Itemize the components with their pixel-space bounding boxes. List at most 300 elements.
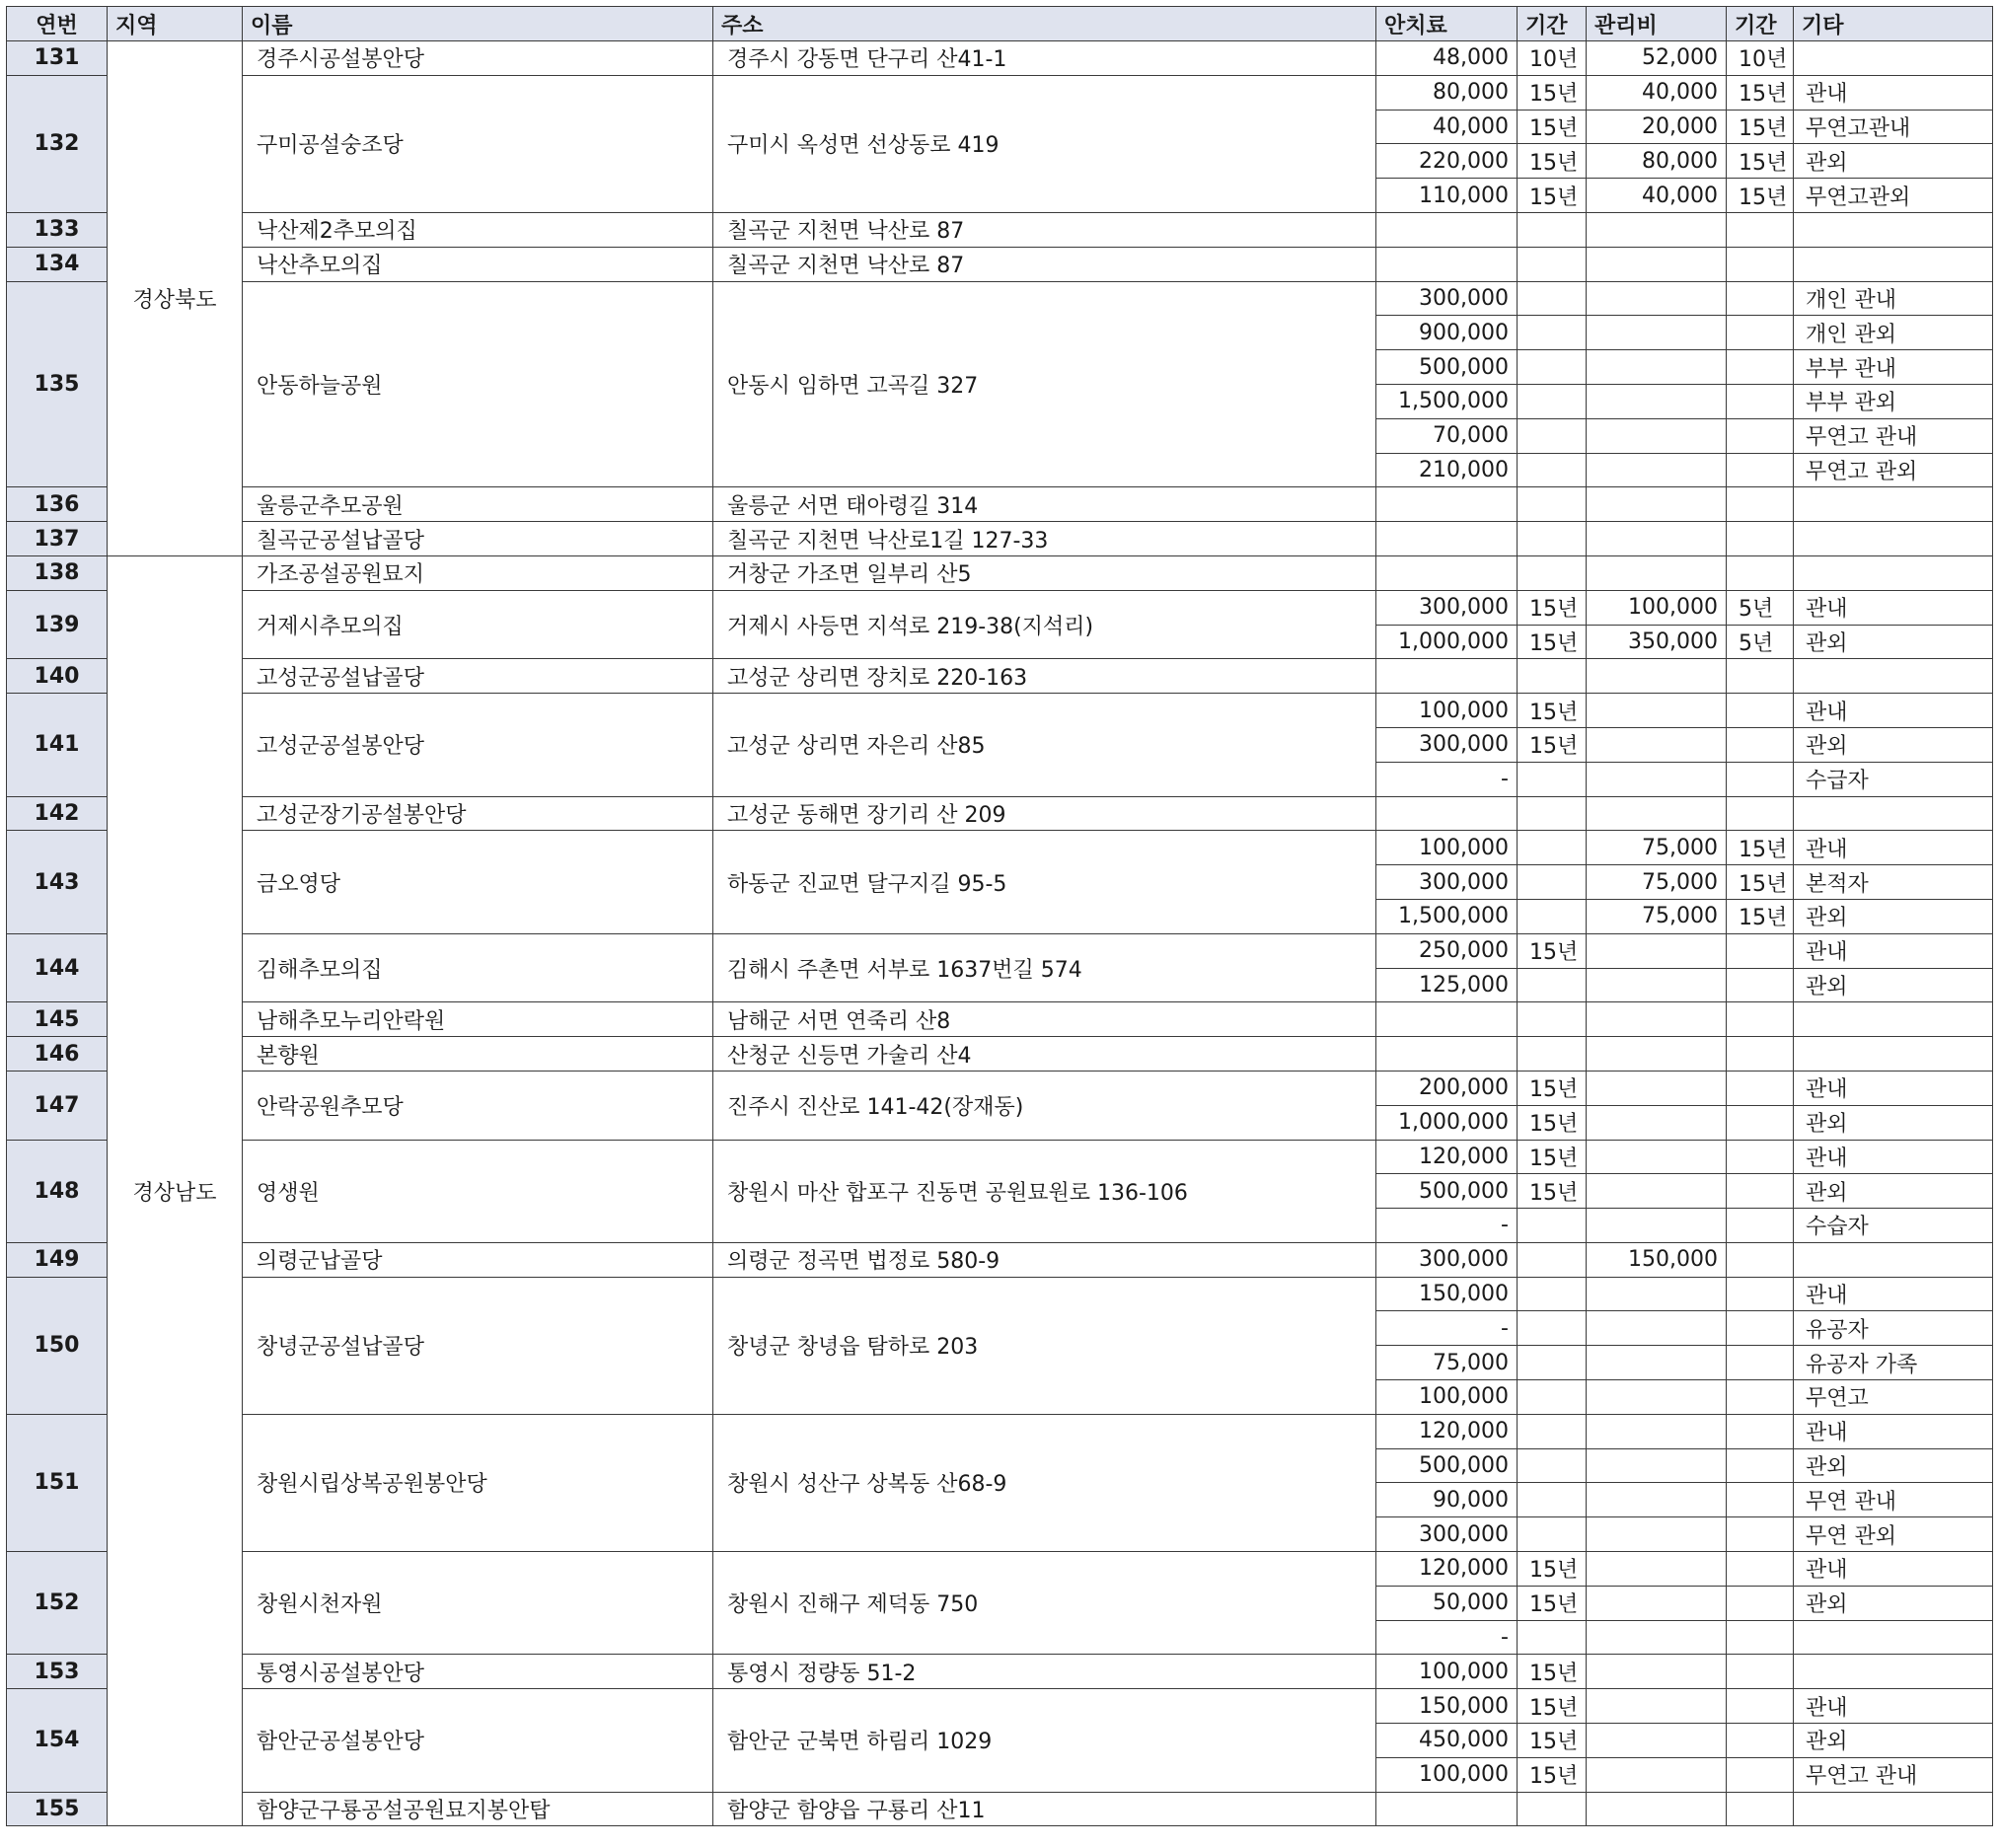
- mgmt-period: 15년: [1727, 75, 1794, 110]
- table-row: [7, 694, 1993, 728]
- note: 관외: [1794, 1586, 1993, 1620]
- period: [1518, 247, 1587, 281]
- period: [1518, 555, 1587, 590]
- mgmt-fee: 75,000: [1587, 865, 1727, 900]
- entry-no: 147: [7, 1071, 108, 1140]
- note: 유공자 가족: [1794, 1346, 1993, 1380]
- mgmt-period: 15년: [1727, 865, 1794, 900]
- period: 15년: [1518, 75, 1587, 110]
- install-fee: [1376, 212, 1518, 247]
- facility-name: 가조공설공원묘지: [243, 555, 713, 590]
- period: 15년: [1518, 933, 1587, 968]
- facility-name: 김해추모의집: [243, 933, 713, 1002]
- header-region: 지역: [108, 7, 243, 41]
- entry-no: 133: [7, 212, 108, 247]
- entry-no: 137: [7, 522, 108, 556]
- facility-address: 창원시 성산구 상복동 산68-9: [713, 1414, 1376, 1551]
- facility-address: 경주시 강동면 단구리 산41-1: [713, 41, 1376, 76]
- entry-no: 151: [7, 1414, 108, 1551]
- install-fee: 210,000: [1376, 453, 1518, 487]
- mgmt-fee: [1587, 1517, 1727, 1552]
- install-fee: 100,000: [1376, 1757, 1518, 1792]
- period: [1518, 1242, 1587, 1277]
- entry-no: 131: [7, 41, 108, 76]
- period: [1518, 1311, 1587, 1346]
- note: 관외: [1794, 625, 1993, 659]
- mgmt-fee: [1587, 727, 1727, 762]
- region-name: 경상북도: [108, 41, 243, 556]
- mgmt-period: [1727, 1483, 1794, 1517]
- mgmt-fee: [1587, 1105, 1727, 1140]
- install-fee: 300,000: [1376, 590, 1518, 625]
- facility-address: 진주시 진산로 141-42(장재동): [713, 1071, 1376, 1140]
- table-row: [7, 1689, 1993, 1724]
- period: [1518, 212, 1587, 247]
- period: [1518, 487, 1587, 522]
- period: 15년: [1518, 727, 1587, 762]
- mgmt-fee: [1587, 694, 1727, 728]
- note: [1794, 1037, 1993, 1072]
- mgmt-fee: [1587, 487, 1727, 522]
- entry-no: 150: [7, 1277, 108, 1414]
- note: 관외: [1794, 899, 1993, 933]
- facility-address: 통영시 정량동 51-2: [713, 1655, 1376, 1689]
- install-fee: 120,000: [1376, 1414, 1518, 1448]
- facility-name: 고성군공설납골당: [243, 659, 713, 694]
- table-row: [7, 796, 1993, 831]
- mgmt-fee: 350,000: [1587, 625, 1727, 659]
- install-fee: [1376, 1792, 1518, 1826]
- table-row: [7, 1277, 1993, 1311]
- mgmt-fee: [1587, 1724, 1727, 1758]
- install-fee: -: [1376, 1311, 1518, 1346]
- period: 15년: [1518, 1757, 1587, 1792]
- mgmt-fee: [1587, 1277, 1727, 1311]
- entry-no: 138: [7, 555, 108, 590]
- table-row: [7, 1242, 1993, 1277]
- install-fee: 80,000: [1376, 75, 1518, 110]
- entry-no: 145: [7, 1002, 108, 1037]
- period: [1518, 1792, 1587, 1826]
- mgmt-fee: [1587, 522, 1727, 556]
- install-fee: 500,000: [1376, 1448, 1518, 1483]
- note: [1794, 212, 1993, 247]
- mgmt-fee: [1587, 1174, 1727, 1209]
- period: 15년: [1518, 1552, 1587, 1587]
- mgmt-fee: 20,000: [1587, 110, 1727, 144]
- mgmt-fee: 80,000: [1587, 144, 1727, 179]
- install-fee: 500,000: [1376, 1174, 1518, 1209]
- install-fee: 300,000: [1376, 1242, 1518, 1277]
- note: [1794, 659, 1993, 694]
- install-fee: 70,000: [1376, 418, 1518, 453]
- note: 관외: [1794, 968, 1993, 1002]
- period: [1518, 968, 1587, 1002]
- install-fee: -: [1376, 1209, 1518, 1243]
- mgmt-period: [1727, 762, 1794, 796]
- facility-name: 구미공설숭조당: [243, 75, 713, 212]
- entry-no: 132: [7, 75, 108, 212]
- mgmt-period: [1727, 1140, 1794, 1174]
- table-row: [7, 1552, 1993, 1587]
- install-fee: 1,000,000: [1376, 1105, 1518, 1140]
- mgmt-fee: [1587, 933, 1727, 968]
- note: 수급자: [1794, 762, 1993, 796]
- note: [1794, 1792, 1993, 1826]
- facility-name: 창녕군공설납골당: [243, 1277, 713, 1414]
- mgmt-fee: [1587, 1380, 1727, 1415]
- note: 개인 관내: [1794, 281, 1993, 316]
- period: [1518, 281, 1587, 316]
- mgmt-fee: 100,000: [1587, 590, 1727, 625]
- table-body: [7, 41, 1993, 1826]
- period: [1518, 418, 1587, 453]
- period: [1518, 899, 1587, 933]
- mgmt-period: [1727, 1552, 1794, 1587]
- entry-no: 154: [7, 1689, 108, 1792]
- region-name: 경상남도: [108, 555, 243, 1825]
- entry-no: 155: [7, 1792, 108, 1826]
- facility-address: 창녕군 창녕읍 탐하로 203: [713, 1277, 1376, 1414]
- table-row: [7, 1414, 1993, 1448]
- mgmt-fee: [1587, 1792, 1727, 1826]
- entry-no: 144: [7, 933, 108, 1002]
- facility-address: 고성군 동해면 장기리 산 209: [713, 796, 1376, 831]
- facility-address: 구미시 옥성면 선상동로 419: [713, 75, 1376, 212]
- mgmt-fee: [1587, 1414, 1727, 1448]
- entry-no: 139: [7, 590, 108, 659]
- note: [1794, 41, 1993, 76]
- note: 무연고: [1794, 1380, 1993, 1415]
- mgmt-fee: [1587, 1448, 1727, 1483]
- facility-name: 울릉군추모공원: [243, 487, 713, 522]
- note: 무연 관외: [1794, 1517, 1993, 1552]
- mgmt-period: [1727, 1517, 1794, 1552]
- install-fee: [1376, 247, 1518, 281]
- period: [1518, 316, 1587, 350]
- mgmt-period: [1727, 727, 1794, 762]
- note: 관내: [1794, 1689, 1993, 1724]
- period: 15년: [1518, 625, 1587, 659]
- mgmt-period: 10년: [1727, 41, 1794, 76]
- table-row: [7, 555, 1993, 590]
- mgmt-fee: [1587, 1071, 1727, 1105]
- facility-address: 거창군 가조면 일부리 산5: [713, 555, 1376, 590]
- period: [1518, 1002, 1587, 1037]
- facility-name: 안락공원추모당: [243, 1071, 713, 1140]
- mgmt-period: [1727, 316, 1794, 350]
- note: 개인 관외: [1794, 316, 1993, 350]
- period: [1518, 831, 1587, 865]
- note: 관내: [1794, 1277, 1993, 1311]
- table-row: [7, 75, 1993, 110]
- note: 관외: [1794, 144, 1993, 179]
- facility-name: 경주시공설봉안당: [243, 41, 713, 76]
- table-row: [7, 247, 1993, 281]
- note: 관외: [1794, 1448, 1993, 1483]
- header-note: 기타: [1794, 7, 1993, 41]
- install-fee: 1,500,000: [1376, 899, 1518, 933]
- mgmt-period: [1727, 1414, 1794, 1448]
- install-fee: 500,000: [1376, 350, 1518, 385]
- note: 관내: [1794, 75, 1993, 110]
- facility-name: 의령군납골당: [243, 1242, 713, 1277]
- period: 15년: [1518, 1655, 1587, 1689]
- install-fee: -: [1376, 1620, 1518, 1655]
- mgmt-period: [1727, 1380, 1794, 1415]
- note: 부부 관외: [1794, 384, 1993, 418]
- facility-name: 통영시공설봉안당: [243, 1655, 713, 1689]
- mgmt-period: [1727, 933, 1794, 968]
- mgmt-period: [1727, 418, 1794, 453]
- mgmt-period: 15년: [1727, 179, 1794, 213]
- mgmt-period: [1727, 1586, 1794, 1620]
- install-fee: 110,000: [1376, 179, 1518, 213]
- period: [1518, 522, 1587, 556]
- period: [1518, 1620, 1587, 1655]
- note: 관내: [1794, 831, 1993, 865]
- mgmt-period: 5년: [1727, 590, 1794, 625]
- facility-name: 안동하늘공원: [243, 281, 713, 487]
- period: [1518, 1346, 1587, 1380]
- period: 15년: [1518, 110, 1587, 144]
- mgmt-fee: [1587, 1586, 1727, 1620]
- period: [1518, 1037, 1587, 1072]
- facility-address: 하동군 진교면 달구지길 95-5: [713, 831, 1376, 933]
- header-mgmt-fee: 관리비: [1587, 7, 1727, 41]
- facility-address: 거제시 사등면 지석로 219-38(지석리): [713, 590, 1376, 659]
- note: 무연고 관내: [1794, 418, 1993, 453]
- install-fee: 300,000: [1376, 281, 1518, 316]
- mgmt-period: [1727, 1689, 1794, 1724]
- install-fee: 300,000: [1376, 1517, 1518, 1552]
- entry-no: 148: [7, 1140, 108, 1242]
- install-fee: 300,000: [1376, 727, 1518, 762]
- table-row: [7, 590, 1993, 625]
- note: 유공자: [1794, 1311, 1993, 1346]
- table-row: [7, 1140, 1993, 1174]
- mgmt-fee: [1587, 1002, 1727, 1037]
- mgmt-fee: [1587, 1655, 1727, 1689]
- note: 본적자: [1794, 865, 1993, 900]
- note: 관외: [1794, 727, 1993, 762]
- mgmt-fee: [1587, 281, 1727, 316]
- mgmt-fee: [1587, 212, 1727, 247]
- mgmt-period: [1727, 659, 1794, 694]
- period: [1518, 1517, 1587, 1552]
- entry-no: 140: [7, 659, 108, 694]
- facility-address: 함안군 군북면 하림리 1029: [713, 1689, 1376, 1792]
- period: [1518, 1380, 1587, 1415]
- facility-name: 창원시천자원: [243, 1552, 713, 1655]
- mgmt-period: [1727, 281, 1794, 316]
- period: [1518, 762, 1587, 796]
- mgmt-fee: [1587, 1311, 1727, 1346]
- table-row: [7, 659, 1993, 694]
- mgmt-period: [1727, 453, 1794, 487]
- period: 15년: [1518, 1105, 1587, 1140]
- facility-name: 창원시립상복공원봉안당: [243, 1414, 713, 1551]
- note: 관외: [1794, 1724, 1993, 1758]
- period: 15년: [1518, 1071, 1587, 1105]
- facility-address: 산청군 신등면 가술리 산4: [713, 1037, 1376, 1072]
- mgmt-fee: [1587, 1552, 1727, 1587]
- period: [1518, 865, 1587, 900]
- mgmt-fee: [1587, 1037, 1727, 1072]
- period: [1518, 796, 1587, 831]
- mgmt-period: [1727, 1757, 1794, 1792]
- note: [1794, 522, 1993, 556]
- facility-address: 울릉군 서면 태아령길 314: [713, 487, 1376, 522]
- mgmt-period: [1727, 1655, 1794, 1689]
- header-name: 이름: [243, 7, 713, 41]
- mgmt-fee: 52,000: [1587, 41, 1727, 76]
- mgmt-period: [1727, 1724, 1794, 1758]
- mgmt-period: [1727, 1448, 1794, 1483]
- mgmt-fee: [1587, 1689, 1727, 1724]
- mgmt-period: [1727, 1620, 1794, 1655]
- mgmt-period: 15년: [1727, 110, 1794, 144]
- note: [1794, 487, 1993, 522]
- facility-address: 남해군 서면 연죽리 산8: [713, 1002, 1376, 1037]
- note: 관외: [1794, 1105, 1993, 1140]
- install-fee: 250,000: [1376, 933, 1518, 968]
- facility-name: 낙산제2추모의집: [243, 212, 713, 247]
- mgmt-fee: [1587, 555, 1727, 590]
- note: [1794, 796, 1993, 831]
- table-row: [7, 281, 1993, 316]
- mgmt-period: [1727, 1209, 1794, 1243]
- header-period: 기간: [1518, 7, 1587, 41]
- note: 관내: [1794, 694, 1993, 728]
- note: 관내: [1794, 590, 1993, 625]
- mgmt-fee: [1587, 796, 1727, 831]
- install-fee: 50,000: [1376, 1586, 1518, 1620]
- facility-name: 함안군공설봉안당: [243, 1689, 713, 1792]
- facility-name: 고성군장기공설봉안당: [243, 796, 713, 831]
- note: [1794, 1655, 1993, 1689]
- install-fee: 450,000: [1376, 1724, 1518, 1758]
- mgmt-period: [1727, 1311, 1794, 1346]
- mgmt-period: [1727, 1002, 1794, 1037]
- mgmt-fee: 75,000: [1587, 899, 1727, 933]
- note: [1794, 1620, 1993, 1655]
- period: 15년: [1518, 1724, 1587, 1758]
- install-fee: 200,000: [1376, 1071, 1518, 1105]
- entry-no: 152: [7, 1552, 108, 1655]
- install-fee: 300,000: [1376, 865, 1518, 900]
- facility-address: 창원시 진해구 제덕동 750: [713, 1552, 1376, 1655]
- period: [1518, 453, 1587, 487]
- install-fee: [1376, 796, 1518, 831]
- facility-name: 영생원: [243, 1140, 713, 1242]
- facility-name: 남해추모누리안락원: [243, 1002, 713, 1037]
- install-fee: 1,000,000: [1376, 625, 1518, 659]
- install-fee: 100,000: [1376, 831, 1518, 865]
- entry-no: 146: [7, 1037, 108, 1072]
- mgmt-period: [1727, 968, 1794, 1002]
- table-row: [7, 522, 1993, 556]
- mgmt-fee: 75,000: [1587, 831, 1727, 865]
- mgmt-period: [1727, 1346, 1794, 1380]
- table-row: [7, 1002, 1993, 1037]
- table-row: [7, 1037, 1993, 1072]
- facility-name: 낙산추모의집: [243, 247, 713, 281]
- facility-address: 창원시 마산 합포구 진동면 공원묘원로 136-106: [713, 1140, 1376, 1242]
- install-fee: 150,000: [1376, 1689, 1518, 1724]
- entry-no: 141: [7, 694, 108, 796]
- facility-fee-table-sheet: [6, 6, 1992, 1826]
- facility-fee-table: [6, 6, 1993, 1826]
- period: 10년: [1518, 41, 1587, 76]
- mgmt-fee: 150,000: [1587, 1242, 1727, 1277]
- facility-name: 함양군구룡공설공원묘지봉안탑: [243, 1792, 713, 1826]
- facility-address: 고성군 상리면 자은리 산85: [713, 694, 1376, 796]
- mgmt-fee: 40,000: [1587, 75, 1727, 110]
- note: [1794, 1242, 1993, 1277]
- note: 무연고관외: [1794, 179, 1993, 213]
- note: 무연고 관내: [1794, 1757, 1993, 1792]
- entry-no: 135: [7, 281, 108, 487]
- header-no: 연번: [7, 7, 108, 41]
- mgmt-fee: [1587, 1483, 1727, 1517]
- install-fee: [1376, 1002, 1518, 1037]
- period: 15년: [1518, 694, 1587, 728]
- install-fee: [1376, 659, 1518, 694]
- mgmt-period: [1727, 212, 1794, 247]
- facility-address: 의령군 정곡면 법정로 580-9: [713, 1242, 1376, 1277]
- facility-name: 금오영당: [243, 831, 713, 933]
- mgmt-period: 5년: [1727, 625, 1794, 659]
- mgmt-fee: [1587, 968, 1727, 1002]
- note: 무연고 관외: [1794, 453, 1993, 487]
- install-fee: 125,000: [1376, 968, 1518, 1002]
- entry-no: 136: [7, 487, 108, 522]
- install-fee: 90,000: [1376, 1483, 1518, 1517]
- header-address: 주소: [713, 7, 1376, 41]
- table-row: [7, 1655, 1993, 1689]
- facility-address: 칠곡군 지천면 낙산로 87: [713, 212, 1376, 247]
- period: [1518, 1414, 1587, 1448]
- install-fee: 40,000: [1376, 110, 1518, 144]
- install-fee: 100,000: [1376, 694, 1518, 728]
- install-fee: 100,000: [1376, 1655, 1518, 1689]
- mgmt-period: [1727, 1105, 1794, 1140]
- install-fee: 900,000: [1376, 316, 1518, 350]
- install-fee: 220,000: [1376, 144, 1518, 179]
- note: 관내: [1794, 1414, 1993, 1448]
- table-row: [7, 1071, 1993, 1105]
- mgmt-period: [1727, 1277, 1794, 1311]
- header-row: [7, 7, 1993, 41]
- entry-no: 153: [7, 1655, 108, 1689]
- mgmt-period: [1727, 1071, 1794, 1105]
- install-fee: 1,500,000: [1376, 384, 1518, 418]
- mgmt-fee: [1587, 350, 1727, 385]
- header-install-fee: 안치료: [1376, 7, 1518, 41]
- mgmt-fee: [1587, 1209, 1727, 1243]
- note: [1794, 555, 1993, 590]
- facility-address: 김해시 주촌면 서부로 1637번길 574: [713, 933, 1376, 1002]
- mgmt-period: 15년: [1727, 144, 1794, 179]
- entry-no: 134: [7, 247, 108, 281]
- mgmt-period: [1727, 796, 1794, 831]
- mgmt-period: 15년: [1727, 899, 1794, 933]
- table-row: [7, 831, 1993, 865]
- facility-address: 칠곡군 지천면 낙산로1길 127-33: [713, 522, 1376, 556]
- note: 관외: [1794, 1174, 1993, 1209]
- install-fee: 120,000: [1376, 1140, 1518, 1174]
